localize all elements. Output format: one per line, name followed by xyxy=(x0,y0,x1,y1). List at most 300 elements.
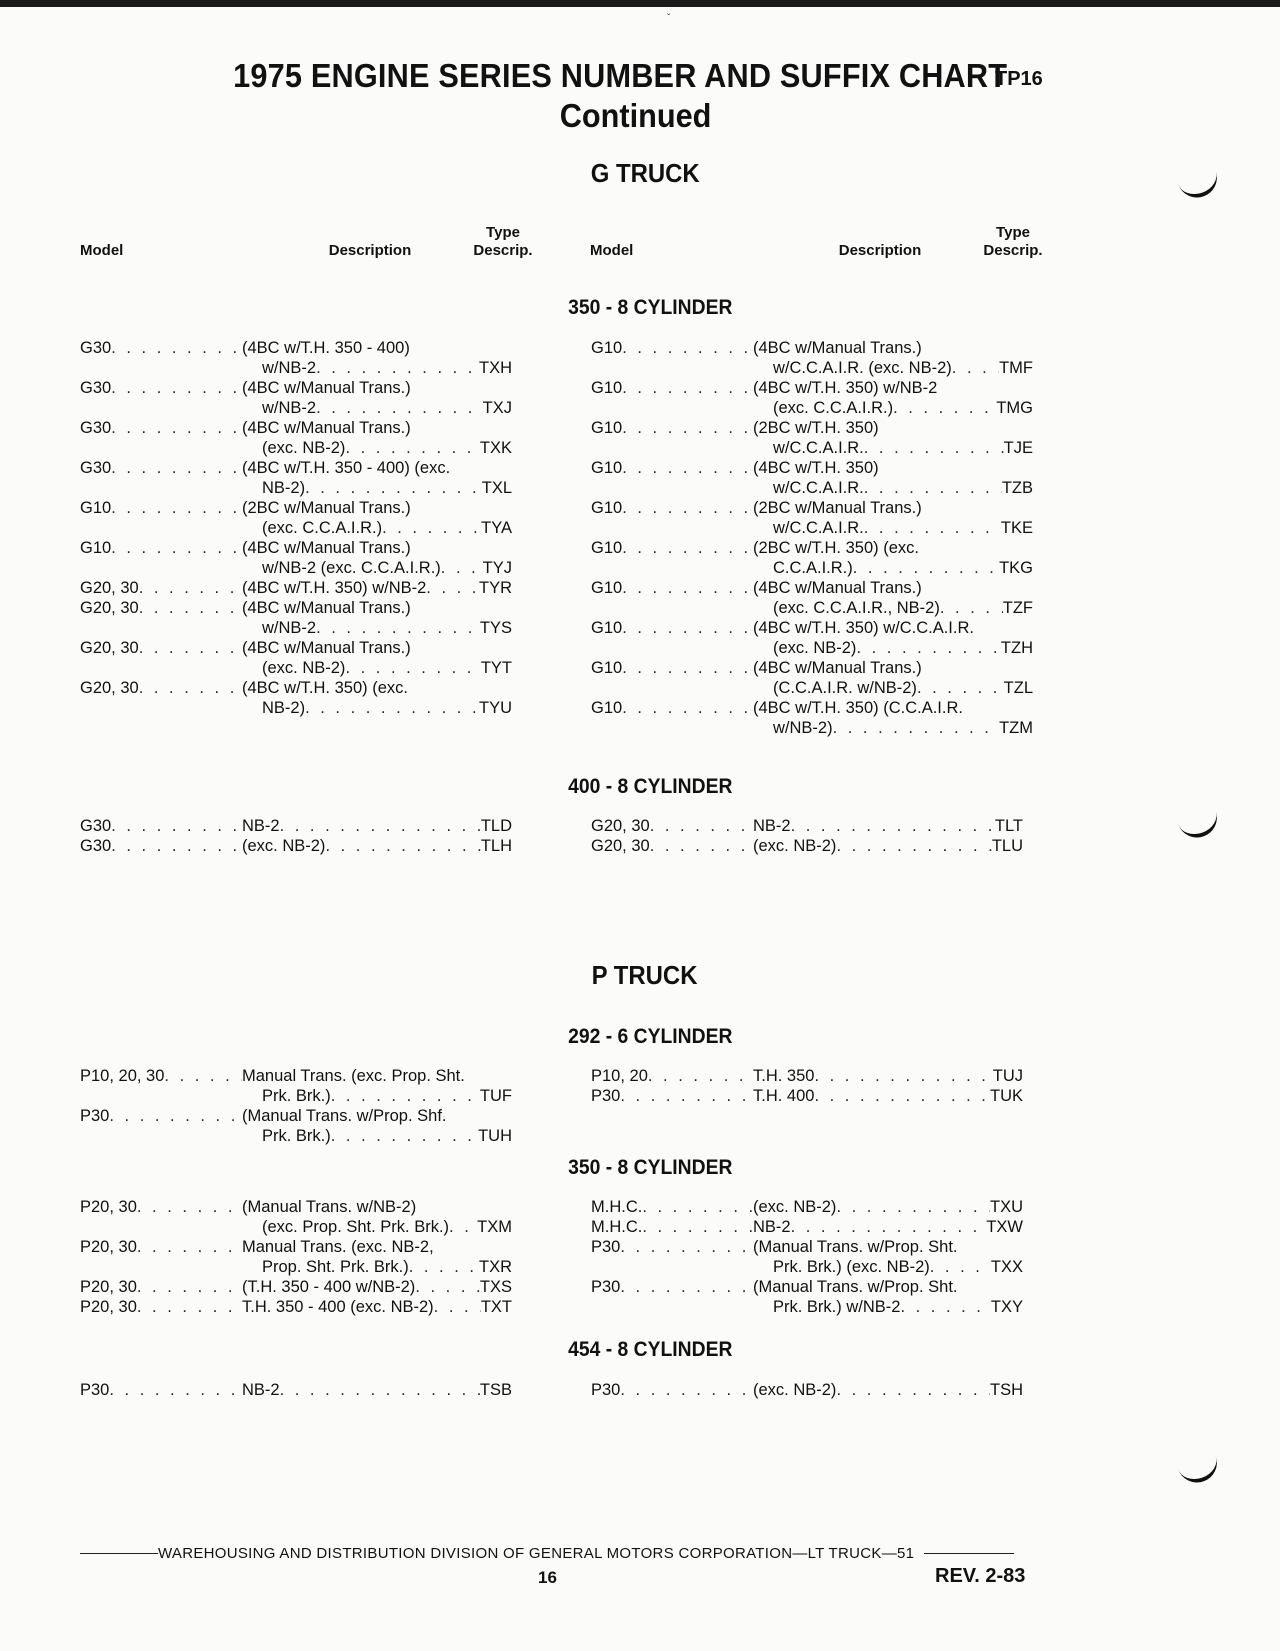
type-code-cell: TYU xyxy=(479,699,512,717)
entry-line xyxy=(591,458,1033,478)
model-cell: G20, 30 xyxy=(80,599,139,617)
list-item xyxy=(80,1380,512,1400)
leader-dots xyxy=(650,816,753,836)
list-item xyxy=(591,658,1033,698)
description-cell: w/NB-2) xyxy=(773,719,833,737)
g-400-right-list xyxy=(591,816,1023,856)
entry-line xyxy=(591,498,1033,518)
entry-line xyxy=(591,578,1033,598)
model-cell: P30 xyxy=(80,1381,110,1399)
entry-line xyxy=(80,418,512,438)
leader-dots xyxy=(622,538,753,558)
footer xyxy=(80,1545,1040,1562)
leader-dots xyxy=(864,478,1002,498)
leader-dots xyxy=(814,1066,992,1086)
description-cell: (4BC w/Manual Trans.) xyxy=(242,599,411,617)
type-header-line1: Type xyxy=(486,224,520,241)
description-cell: (exc. NB-2) xyxy=(753,1381,837,1399)
indent xyxy=(591,1297,773,1317)
description-cell: (exc. NB-2) xyxy=(753,837,837,855)
entry-line xyxy=(80,836,512,856)
entry-line xyxy=(80,618,512,638)
description-cell: Prop. Sht. Prk. Brk.) xyxy=(262,1258,409,1276)
entry-line xyxy=(80,538,512,558)
description-cell: (4BC w/T.H. 350) (C.C.A.I.R. xyxy=(753,699,963,717)
model-cell: G20, 30 xyxy=(80,639,139,657)
leader-dots xyxy=(137,1237,242,1257)
description-cell: (exc. Prop. Sht. Prk. Brk.) xyxy=(262,1218,450,1236)
list-item xyxy=(80,1066,512,1106)
description-cell: w/C.C.A.I.R. xyxy=(773,479,864,497)
model-cell: G30 xyxy=(80,419,112,437)
leader-dots xyxy=(952,358,999,378)
model-cell: P10, 20 xyxy=(591,1067,648,1085)
leader-dots xyxy=(139,638,242,658)
description-cell: w/NB-2 xyxy=(262,359,317,377)
entry-line xyxy=(80,398,512,418)
leader-dots xyxy=(642,1217,753,1237)
type-code-cell: TZF xyxy=(1002,599,1033,617)
description-cell: (4BC w/T.H. 350 - 400) (exc. xyxy=(242,459,451,477)
list-item xyxy=(591,1197,1023,1217)
leader-dots xyxy=(940,598,1003,618)
list-item xyxy=(80,1197,512,1237)
entry-line xyxy=(591,558,1033,578)
title-text: 1975 ENGINE SERIES NUMBER AND SUFFIX CHART xyxy=(232,57,1008,94)
type-code-cell: TXJ xyxy=(482,399,512,417)
entry-line xyxy=(80,478,512,498)
list-item xyxy=(591,816,1023,836)
list-item xyxy=(80,816,512,836)
description-cell: C.C.A.I.R.) xyxy=(773,559,853,577)
entry-line xyxy=(80,558,512,578)
entry-line xyxy=(591,1380,1023,1400)
type-code-cell: TUH xyxy=(478,1127,512,1145)
type-code-cell: TMF xyxy=(999,359,1033,377)
description-cell: (2BC w/T.H. 350) xyxy=(753,419,879,437)
list-item xyxy=(591,618,1033,658)
leader-dots xyxy=(316,618,480,638)
leader-dots xyxy=(109,1380,242,1400)
entry-line xyxy=(591,1217,1023,1237)
model-cell: G30 xyxy=(80,837,112,855)
leader-dots xyxy=(791,1217,987,1237)
top-border-rule xyxy=(0,0,1280,7)
entry-line xyxy=(591,698,1033,718)
model-cell: G10 xyxy=(591,419,623,437)
description-cell: (exc. NB-2) xyxy=(262,439,346,457)
description-cell: (4BC w/T.H. 350) w/NB-2 xyxy=(753,379,938,397)
model-cell: G30 xyxy=(80,339,112,357)
description-cell: (T.H. 350 - 400 w/NB-2) xyxy=(242,1278,416,1296)
list-item xyxy=(80,418,512,458)
indent xyxy=(80,478,262,498)
p-454-right-list xyxy=(591,1380,1023,1400)
indent xyxy=(80,1257,262,1277)
model-cell: P30 xyxy=(591,1278,621,1296)
p-454-title-text: 454 - 8 CYLINDER xyxy=(567,1338,733,1361)
leader-dots xyxy=(622,578,753,598)
type-code-cell: TXU xyxy=(990,1198,1023,1216)
description-cell: (4BC w/T.H. 350) w/NB-2 xyxy=(242,579,427,597)
type-code-cell: TUF xyxy=(479,1087,512,1105)
entry-line xyxy=(80,658,512,678)
leader-dots xyxy=(853,558,999,578)
p-292-right-list xyxy=(591,1066,1023,1106)
description-cell: (2BC w/Manual Trans.) xyxy=(753,499,922,517)
leader-dots xyxy=(111,418,242,438)
g-350-8-cyl-title xyxy=(0,296,1280,320)
description-cell: (exc. NB-2) xyxy=(242,837,326,855)
leader-dots xyxy=(111,458,242,478)
description-cell: Prk. Brk.) xyxy=(262,1087,331,1105)
type-code-cell: TXW xyxy=(986,1218,1023,1236)
entry-line xyxy=(80,598,512,618)
list-item xyxy=(591,578,1033,618)
entry-line xyxy=(591,1086,1023,1106)
leader-dots xyxy=(622,418,753,438)
footer-rule-left xyxy=(80,1553,158,1554)
leader-dots xyxy=(109,1106,242,1126)
g-400-8-cyl-title xyxy=(0,775,1280,799)
p-292-left-list xyxy=(80,1066,512,1146)
entry-line xyxy=(591,1257,1023,1277)
leader-dots xyxy=(622,338,753,358)
leader-dots xyxy=(622,498,753,518)
type-header-line1: Type xyxy=(996,224,1030,241)
entry-line xyxy=(591,518,1033,538)
type-code-cell: TXK xyxy=(479,439,512,457)
indent xyxy=(591,518,773,538)
list-item xyxy=(80,1106,512,1146)
list-item xyxy=(80,338,512,378)
model-cell: G30 xyxy=(80,459,112,477)
indent xyxy=(591,718,773,738)
entry-line xyxy=(80,378,512,398)
type-code-cell: TMG xyxy=(996,399,1033,417)
leader-dots xyxy=(833,718,1000,738)
indent xyxy=(591,358,773,378)
description-cell: T.H. 400 xyxy=(753,1087,815,1105)
indent xyxy=(591,1257,773,1277)
g-400-left-list xyxy=(80,816,512,856)
entry-line xyxy=(80,1257,512,1277)
entry-line xyxy=(80,1277,512,1297)
description-cell: Prk. Brk.) xyxy=(262,1127,331,1145)
description-cell: (4BC w/T.H. 350) xyxy=(753,459,879,477)
description-cell: (4BC w/T.H. 350) w/C.C.A.I.R. xyxy=(753,619,974,637)
leader-dots xyxy=(111,816,242,836)
leader-dots xyxy=(791,816,995,836)
list-item xyxy=(591,836,1023,856)
leader-dots xyxy=(622,378,753,398)
indent xyxy=(591,478,773,498)
type-code-cell: TXR xyxy=(479,1258,512,1276)
description-cell: Manual Trans. (exc. NB-2, xyxy=(242,1238,434,1256)
description-cell: (exc. C.C.A.I.R.) xyxy=(262,519,383,537)
description-cell: (4BC w/Manual Trans.) xyxy=(753,579,922,597)
leader-dots xyxy=(345,438,479,458)
entry-line xyxy=(591,816,1023,836)
leader-dots xyxy=(111,378,242,398)
entry-line xyxy=(80,438,512,458)
page-number: 16 xyxy=(538,1568,557,1587)
description-cell: (C.C.A.I.R. w/NB-2) xyxy=(773,679,917,697)
type-header-line2: Descrip. xyxy=(473,242,533,259)
binder-mark xyxy=(1177,809,1222,843)
leader-dots xyxy=(620,1237,753,1257)
title-code: TP16 xyxy=(995,68,1043,90)
description-cell: (exc. C.C.A.I.R.) xyxy=(773,399,894,417)
entry-line xyxy=(80,1106,512,1126)
type-code-cell: TSH xyxy=(990,1381,1023,1399)
description-cell: (4BC w/T.H. 350) (exc. xyxy=(242,679,408,697)
model-cell: G20, 30 xyxy=(80,679,139,697)
description-cell: NB-2 xyxy=(242,817,280,835)
entry-line xyxy=(80,638,512,658)
description-cell: w/C.C.A.I.R. xyxy=(773,439,864,457)
list-item xyxy=(80,498,512,538)
leader-dots xyxy=(836,1197,990,1217)
leader-dots xyxy=(622,658,753,678)
leader-dots xyxy=(441,558,483,578)
leader-dots xyxy=(305,478,482,498)
leader-dots xyxy=(139,678,242,698)
type-code-cell: TUK xyxy=(990,1087,1023,1105)
description-cell: w/NB-2 (exc. C.C.A.I.R.) xyxy=(262,559,441,577)
entry-line xyxy=(591,718,1033,738)
entry-line xyxy=(591,618,1033,638)
type-code-cell: TJE xyxy=(1003,439,1033,457)
p-350-right-list xyxy=(591,1197,1023,1317)
column-header-model-right: Model xyxy=(590,242,634,259)
type-code-cell: TYJ xyxy=(482,559,512,577)
entry-line xyxy=(591,1237,1023,1257)
list-item xyxy=(591,498,1033,538)
indent xyxy=(80,518,262,538)
list-item xyxy=(80,638,512,678)
entry-line xyxy=(80,578,512,598)
leader-dots xyxy=(622,618,753,638)
leader-dots xyxy=(331,1126,478,1146)
type-code-cell: TXM xyxy=(477,1218,512,1236)
page-subtitle xyxy=(0,97,1280,135)
g-truck-title xyxy=(0,158,1280,189)
leader-dots xyxy=(856,638,1000,658)
description-cell: NB-2 xyxy=(242,1381,280,1399)
binder-mark xyxy=(1177,1454,1222,1488)
list-item xyxy=(80,1277,512,1297)
leader-dots xyxy=(111,338,242,358)
type-code-cell: TZB xyxy=(1001,479,1033,497)
type-code-cell: TZM xyxy=(999,719,1033,737)
entry-line xyxy=(591,658,1033,678)
entry-line xyxy=(80,338,512,358)
leader-dots xyxy=(449,1217,477,1237)
entry-line xyxy=(80,518,512,538)
g-350-left-list xyxy=(80,338,512,718)
model-cell: P20, 30 xyxy=(80,1238,137,1256)
leader-dots xyxy=(111,538,242,558)
description-cell: NB-2 xyxy=(753,817,791,835)
leader-dots xyxy=(305,698,479,718)
leader-dots xyxy=(139,578,242,598)
entry-line xyxy=(80,1217,512,1237)
entry-line xyxy=(80,1197,512,1217)
description-cell: (4BC w/Manual Trans.) xyxy=(753,339,922,357)
indent xyxy=(591,638,773,658)
list-item xyxy=(591,1277,1023,1317)
indent xyxy=(591,598,773,618)
model-cell: G30 xyxy=(80,817,112,835)
model-cell: P20, 30 xyxy=(80,1278,137,1296)
entry-line xyxy=(591,638,1033,658)
p-292-title-text: 292 - 6 CYLINDER xyxy=(567,1025,733,1048)
column-header-description-left: Description xyxy=(328,242,412,259)
entry-line xyxy=(591,358,1033,378)
g-truck-title-text: G TRUCK xyxy=(590,158,700,188)
description-cell: (exc. NB-2) xyxy=(773,639,857,657)
entry-line xyxy=(80,816,512,836)
type-code-cell: TXY xyxy=(990,1298,1023,1316)
p-350-left-list xyxy=(80,1197,512,1317)
leader-dots xyxy=(137,1277,242,1297)
entry-line xyxy=(591,1297,1023,1317)
list-item xyxy=(80,836,512,856)
list-item xyxy=(80,538,512,578)
leader-dots xyxy=(316,358,479,378)
description-cell: (4BC w/T.H. 350 - 400) xyxy=(242,339,410,357)
column-header-description-right: Description xyxy=(838,242,922,259)
description-cell: (exc. NB-2) xyxy=(753,1198,837,1216)
indent xyxy=(80,1126,262,1146)
type-code-cell: TLT xyxy=(994,817,1023,835)
leader-dots xyxy=(893,398,996,418)
type-code-cell: TUJ xyxy=(992,1067,1023,1085)
indent xyxy=(80,1217,262,1237)
leader-dots xyxy=(930,1257,991,1277)
leader-dots xyxy=(620,1086,753,1106)
p-454-left-list xyxy=(80,1380,512,1400)
description-cell: (exc. C.C.A.I.R., NB-2) xyxy=(773,599,940,617)
model-cell: G10 xyxy=(591,459,623,477)
p-350-title-text: 350 - 8 CYLINDER xyxy=(567,1156,733,1179)
entry-line xyxy=(591,338,1033,358)
type-code-cell: TYA xyxy=(481,519,512,537)
leader-dots xyxy=(622,698,753,718)
g-350-right-list xyxy=(591,338,1033,738)
description-cell: (2BC w/T.H. 350) (exc. xyxy=(753,539,919,557)
description-cell: (Manual Trans. w/Prop. Shf. xyxy=(242,1107,447,1125)
list-item xyxy=(80,578,512,598)
list-item xyxy=(591,458,1033,498)
entry-line xyxy=(591,1066,1023,1086)
list-item xyxy=(80,458,512,498)
indent xyxy=(80,658,262,678)
model-cell: G10 xyxy=(80,539,112,557)
leader-dots xyxy=(325,836,480,856)
entry-line xyxy=(591,538,1033,558)
type-code-cell: TXL xyxy=(481,479,512,497)
type-code-cell: TXT xyxy=(480,1298,512,1316)
type-code-cell: TYR xyxy=(479,579,512,597)
leader-dots xyxy=(836,836,991,856)
description-cell: (2BC w/Manual Trans.) xyxy=(242,499,411,517)
model-cell: P30 xyxy=(80,1107,110,1125)
leader-dots xyxy=(280,816,481,836)
model-cell: P30 xyxy=(591,1238,621,1256)
model-cell: M.H.C. xyxy=(591,1198,643,1216)
leader-dots xyxy=(642,1197,753,1217)
description-cell: (4BC w/Manual Trans.) xyxy=(242,539,411,557)
footer-rule-right xyxy=(924,1553,1014,1554)
footer-text: WAREHOUSING AND DISTRIBUTION DIVISION OF GENERAL MOTORS CORPORATION—LT TRUCK—51 xyxy=(158,1545,915,1562)
description-cell: (Manual Trans. w/NB-2) xyxy=(242,1198,417,1216)
model-cell: P30 xyxy=(591,1087,621,1105)
model-cell: G10 xyxy=(591,499,623,517)
leader-dots xyxy=(434,1297,481,1317)
list-item xyxy=(591,1380,1023,1400)
entry-line xyxy=(591,1277,1023,1297)
list-item xyxy=(80,1297,512,1317)
leader-dots xyxy=(316,398,483,418)
leader-dots xyxy=(382,518,481,538)
type-code-cell: TYT xyxy=(480,659,512,677)
leader-dots xyxy=(280,1380,480,1400)
entry-line xyxy=(80,698,512,718)
type-code-cell: TKE xyxy=(1000,519,1033,537)
list-item xyxy=(80,598,512,638)
list-item xyxy=(591,1217,1023,1237)
type-code-cell: TSB xyxy=(479,1381,512,1399)
leader-dots xyxy=(331,1086,480,1106)
type-code-cell: TXH xyxy=(479,359,512,377)
list-item xyxy=(591,698,1033,738)
leader-dots xyxy=(345,658,480,678)
leader-dots xyxy=(917,678,1004,698)
entry-line xyxy=(591,598,1033,618)
leader-dots xyxy=(836,1380,990,1400)
indent xyxy=(591,438,773,458)
entry-line xyxy=(80,1126,512,1146)
entry-line xyxy=(80,1380,512,1400)
entry-line xyxy=(80,1237,512,1257)
model-cell: P10, 20, 30 xyxy=(80,1067,165,1085)
column-header-model-left: Model xyxy=(80,242,124,259)
model-cell: M.H.C. xyxy=(591,1218,643,1236)
description-cell: Prk. Brk.) (exc. NB-2) xyxy=(773,1258,930,1276)
entry-line xyxy=(80,498,512,518)
entry-line xyxy=(591,678,1033,698)
g-350-title-text: 350 - 8 CYLINDER xyxy=(567,296,733,319)
type-code-cell: TZL xyxy=(1003,679,1033,697)
leader-dots xyxy=(137,1197,242,1217)
description-cell: Prk. Brk.) w/NB-2 xyxy=(773,1298,901,1316)
column-header-type-right xyxy=(978,224,1048,260)
description-cell: (Manual Trans. w/Prop. Sht. xyxy=(753,1238,958,1256)
model-cell: P20, 30 xyxy=(80,1198,137,1216)
leader-dots xyxy=(864,518,1001,538)
description-cell: T.H. 350 xyxy=(753,1067,815,1085)
g-400-title-text: 400 - 8 CYLINDER xyxy=(567,775,733,798)
p-454-8-cyl-title xyxy=(0,1338,1280,1362)
model-cell: G20, 30 xyxy=(591,817,650,835)
entry-line xyxy=(80,678,512,698)
indent xyxy=(591,678,773,698)
entry-line xyxy=(591,378,1033,398)
model-cell: G10 xyxy=(591,379,623,397)
model-cell: G20, 30 xyxy=(80,579,139,597)
